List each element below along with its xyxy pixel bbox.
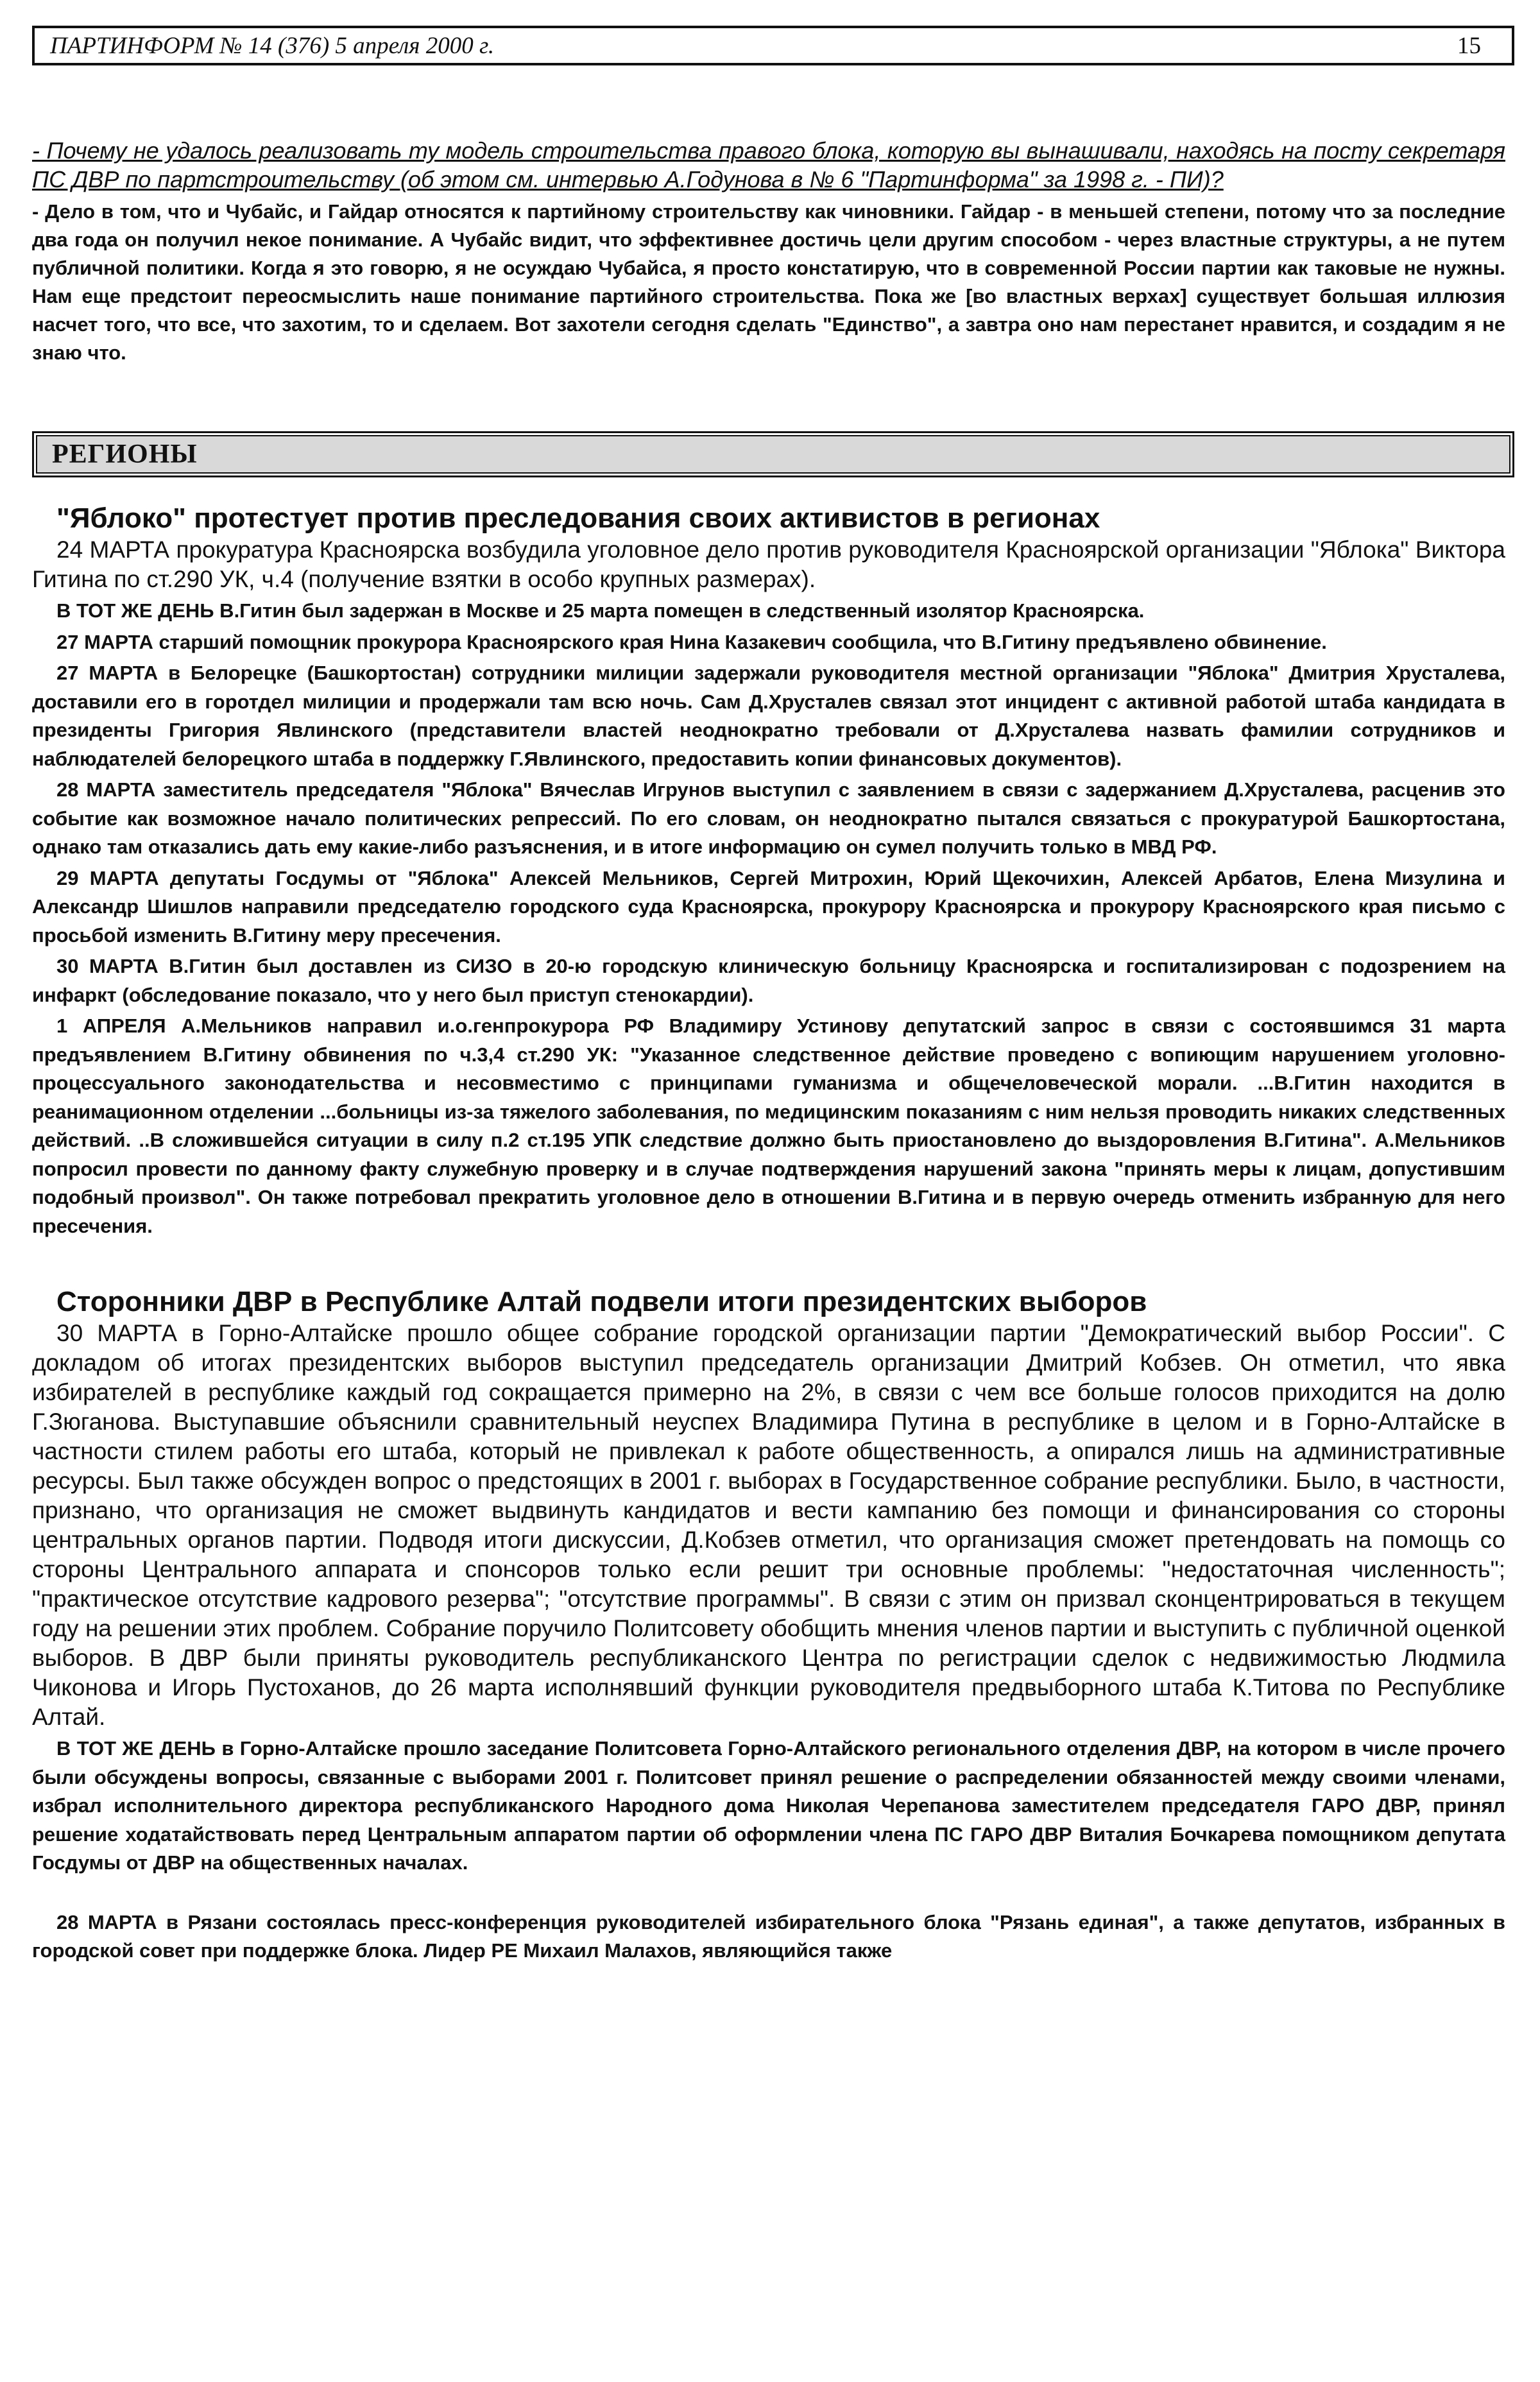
news-item: 28 МАРТА заместитель председателя "Яблока" Вячеслав Игрунов выступил с заявлением в связи с задержанием Д.Хрусталева, расценив это событие как возможное начало политических репрессий. По его словам, он неоднократно пытался связаться с прокуратурой Башкортостана, однако там отказались дать ему какие-либо разъяснения, и в итоге информацию он сумел получить только в МВД РФ. bbox=[32, 778, 1505, 858]
article-title: "Яблоко" протестует против преследования своих активистов в регионах bbox=[56, 502, 1100, 534]
article-lead: 24 МАРТА прокуратура Красноярска возбудила уголовное дело против руководителя Красноярской организации "Яблока" Виктора Гитина по ст.290 УК, ч.4 (получение взятки в особо крупных размерах). bbox=[32, 536, 1505, 592]
news-item: 30 МАРТА В.Гитин был доставлен из СИЗО в 20-ю городскую клиническую больницу Красноярска и госпитализирован с подозрением на инфаркт (обследование показало, что у него был приступ стенокардии). bbox=[32, 955, 1505, 1006]
article-lead: 30 МАРТА в Горно-Алтайске прошло общее собрание городской организации партии "Демократический выбор России". С докладом об итогах президентских выборов выступил председатель организации Дмитрий Кобзев. Он отметил, что явка избирателей в республике каждый год сокращается примерно на 2%, в связи с чем все больше голосов приходится на долю Г.Зюганова. Выступавшие объяснили сравнительный неуспех Владимира Путина в республике в целом и в Горно-Алтайске в частности стилем работы его штаба, который не привлекал к работе общественность, а опирался лишь на административные ресурсы. Был также обсужден вопрос о предстоящих в 2001 г. выборах в Государственное собрание республики. Было, в частности, признано, что организация не сможет выдвинуть кандидатов и вести кампанию без помощи и финансирования со стороны центральных органов партии. Подводя итоги дискуссии, Д.Кобзев отметил, что организация сможет претендовать на помощь со стороны Центрального аппарата и спонсоров только если решит три основные проблемы: "недостаточная численность"; "практическое отсутствие кадрового резерва"; "отсутствие программы". В связи с этим он призвал сконцентрироваться в текущем году на решении этих проблем. Собрание поручило Политсовету обобщить мнения членов партии и выступить с публичной оценкой выборов. В ДВР были приняты руководитель республиканского Центра по регистрации сделок с недвижимостью Людмила Чиконова и Игорь Пустоханов, до 26 марта исполнявший функции руководителя предвыборного штаба К.Титова по Республике Алтай. bbox=[32, 1320, 1505, 1730]
news-item: В ТОТ ЖЕ ДЕНЬ в Горно-Алтайске прошло заседание Политсовета Горно-Алтайского регионального отделения ДВР, на котором в числе прочего были обсуждены вопросы, связанные с выборами 2001 г. Политсовет принял решение о распределении обязанностей между своими членами, избрал исполнительного директора республиканского Народного дома Николая Черепанова заместителем председателя ГАРО ДВР, принял решение ходатайствовать перед Центральным аппаратом партии об оформлении члена ПС ГАРО ДВР Виталия Бочкарева помощником депутата Госдумы от ДВР на общественных началах. bbox=[32, 1737, 1505, 1874]
article-yabloko bbox=[32, 502, 1514, 1240]
section-header bbox=[32, 431, 1514, 477]
news-item: 29 МАРТА депутаты Госдумы от "Яблока" Алексей Мельников, Сергей Митрохин, Юрий Щекочихин, Алексей Арбатов, Елена Мизулина и Александр Шишлов направили председателю городского суда Красноярска, прокурору Красноярска и прокурору Красноярского края письмо с просьбой изменить В.Гитину меру пресечения. bbox=[32, 866, 1505, 947]
article-ryazan bbox=[32, 1908, 1514, 1966]
interview-question: - Почему не удалось реализовать ту модель строительства правого блока, которую вы вынашивали, находясь на посту секретаря ПС ДВР по партстроительству (об этом см. интервью А.Годунова в № 6 "Партинформа" за 1998 г. - ПИ)? bbox=[32, 137, 1505, 193]
newspaper-page bbox=[32, 26, 1514, 1966]
interview-answer: - Дело в том, что и Чубайс, и Гайдар относятся к партийному строительству как чиновники. Гайдар - в меньшей степени, потому что за последние два года он получил некое понимание. А Чубайс видит, что эффективнее достичь цели другим способом - через властные структуры, а не путем публичной политики. Когда я это говорю, я не осуждаю Чубайса, я просто констатирую, что в современной России партии как таковые не нужны. Нам еще предстоит переосмыслить наше понимание партийного строительства. Пока же [во властных верхах] существует большая иллюзия насчет того, что все, что захотим, то и сделаем. Вот захотели сегодня сделать "Единство", а завтра оно нам перестанет нравится, и создадим я не знаю что. bbox=[32, 200, 1505, 364]
news-item: 27 МАРТА в Белорецке (Башкортостан) сотрудники милиции задержали руководителя местной организации "Яблока" Дмитрия Хрусталева, доставили его в горотдел милиции и продержали там всю ночь. Сам Д.Хрусталев связал этот инцидент с активной работой штаба кандидата в президенты Григория Явлинского (представители властей неоднократно требовали от Д.Хрусталева назвать фамилии сотрудников и наблюдателей белорецкого штаба в поддержку Г.Явлинского, предоставить копии финансовых документов). bbox=[32, 662, 1505, 770]
news-item: 1 АПРЕЛЯ А.Мельников направил и.о.генпрокурора РФ Владимиру Устинову депутатский запрос в связи с состоявшимся 31 марта предъявлением В.Гитину обвинения по ч.3,4 ст.290 УК: "Указанное следственное действие проведено с вопиющим нарушением уголовно-процессуального законодательства и несовместимо с принципами гуманизма и общечеловеческой морали. ...В.Гитин находится в реанимационном отделении ...больницы из-за тяжелого заболевания, по медицинским показаниям с ним нельзя проводить никаких следственных действий. ..В сложившейся ситуации в силу п.2 ст.195 УПК следствие должно быть приостановлено до выздоровления В.Гитина". А.Мельников попросил провести по данному факту служебную проверку и в случае подтверждения нарушений закона "принять меры к лицам, допустившим подобный произвол". Он также потребовал прекратить уголовное дело в отношении В.Гитина и в первую очередь отменить избранную для него пресечения. bbox=[32, 1015, 1505, 1237]
section-title: РЕГИОНЫ bbox=[52, 440, 198, 469]
news-item: В ТОТ ЖЕ ДЕНЬ В.Гитин был задержан в Москве и 25 марта помещен в следственный изолятор Красноярска. bbox=[56, 599, 1145, 622]
page-number: 15 bbox=[1457, 32, 1481, 59]
article-dvr-altai bbox=[32, 1285, 1514, 1878]
article-title: Сторонники ДВР в Республике Алтай подвели итоги президентских выборов bbox=[56, 1286, 1147, 1317]
publication-title: ПАРТИНФОРМ № 14 (376) 5 апреля 2000 г. bbox=[50, 32, 495, 59]
news-item: 27 МАРТА старший помощник прокурора Красноярского края Нина Казакевич сообщила, что В.Гитину предъявлено обвинение. bbox=[56, 630, 1327, 653]
page-header bbox=[32, 26, 1514, 65]
news-item: 28 МАРТА в Рязани состоялась пресс-конференция руководителей избирательного блока "Рязань единая", а также депутатов, избранных в городской совет при поддержке блока. Лидер РЕ Михаил Малахов, являющийся также bbox=[32, 1910, 1505, 1962]
